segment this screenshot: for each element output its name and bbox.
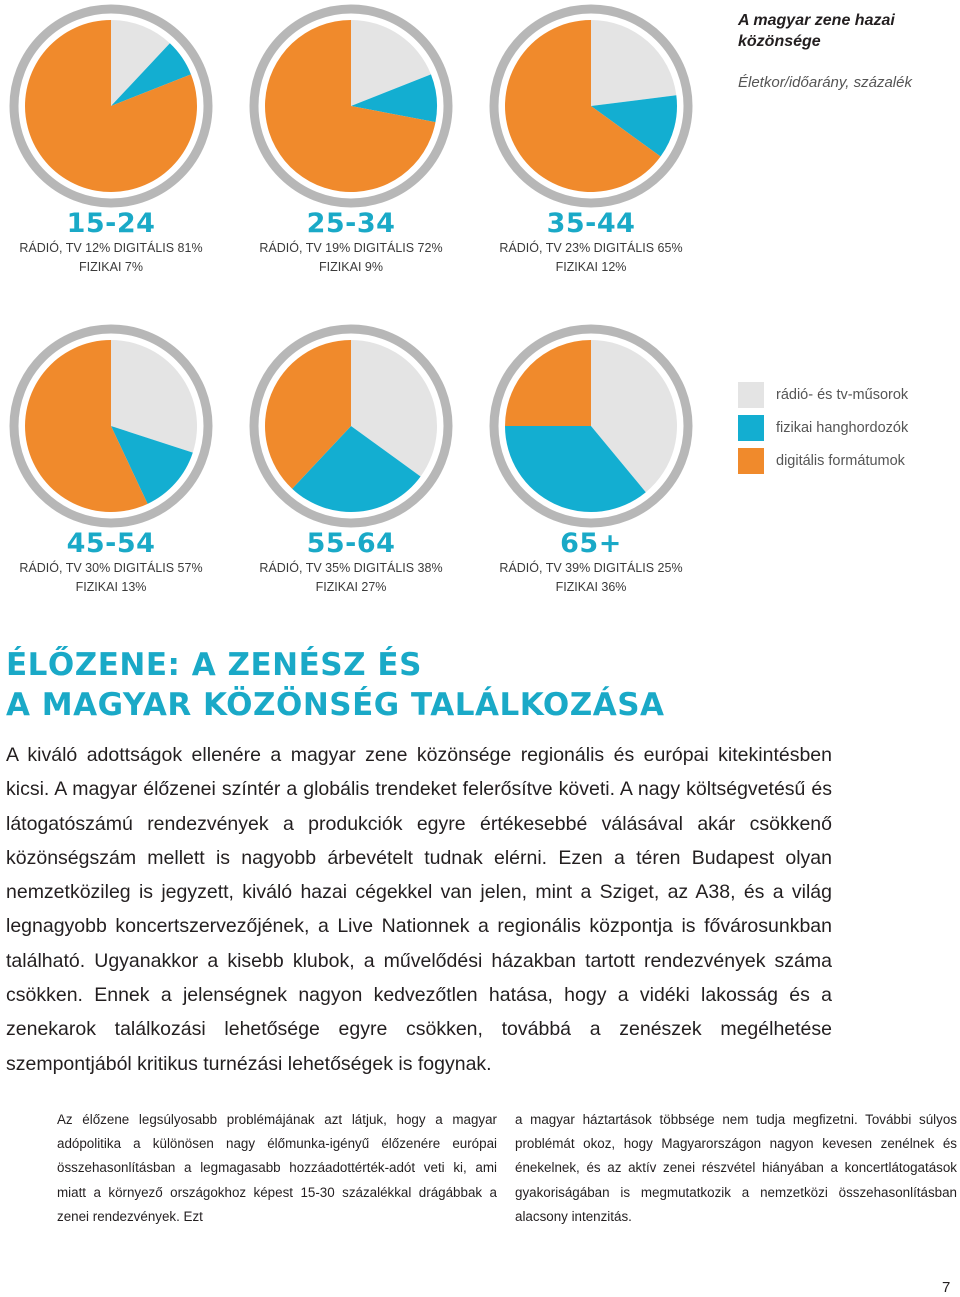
legend-item-fizikai [738,411,958,444]
pie-stats-line-1: RÁDIÓ, TV 35% DIGITÁLIS 38% [259,561,443,575]
pie-stats-line-1: RÁDIÓ, TV 19% DIGITÁLIS 72% [259,241,443,255]
pie-chart-55-64 [248,323,454,529]
legend-swatch [738,448,764,474]
legend-swatch [738,415,764,441]
pie-stats-line-1: RÁDIÓ, TV 39% DIGITÁLIS 25% [499,561,683,575]
pie-chart-15-24 [8,3,214,209]
pie-stats-line-2: FIZIKAI 13% [75,580,147,594]
pie-stats-line-1: RÁDIÓ, TV 23% DIGITÁLIS 65% [499,241,683,255]
body-paragraph: A kiváló adottságok ellenére a magyar zene közönsége regionális és európai kitekintésben kicsi. A magyar élőzenei színtér a globális trendeket felerősítve követi. A nagy költségvetésű és látogatószámú rendezvények a produkciók egyre értékesebbé válásával akár csökkenő közönségszám mellett is nagyobb árbevételt tudnak elérni. Ezen a téren Budapest olyan nemzetközileg is jegyzett, kiváló hazai cégekkel van jelen, mint a Sziget, az A38, és a világ legnagyobb koncertszervezőjének, a Live Nationnek a regionális központja is fővárosunkban található. Ugyanakkor a kisebb klubok, a művelődési házakban tartott rendezvények száma csökken. Ennek a jelenségnek nagyon kedvezőtlen hatása, hogy a vidéki lakosság és a zenekarok találkozási lehetősége egyre csökken, továbbá a zenészek megélhetése szempontjából kritikus turnézási lehetőségek is fogynak. [6,744,832,1075]
pie-block-55-64 [231,323,471,597]
pie-age-label: 65+ [560,528,622,559]
section-heading-line-2: A MAGYAR KÖZÖNSÉG TALÁLKOZÁSA [6,687,665,723]
pie-age-label: 45-54 [66,528,156,559]
pie-age-label: 55-64 [306,528,396,559]
pie-age-label: 25-34 [306,208,396,239]
pie-age-label: 35-44 [546,208,636,239]
legend-swatch [738,382,764,408]
digitalis-slice [505,340,591,426]
chart-legend [738,378,958,477]
pie-stats-line-2: FIZIKAI 7% [79,260,143,274]
pie-block-65-plus [471,323,711,597]
pie-block-45-54 [0,323,231,597]
pie-stats-line-2: FIZIKAI 9% [319,260,383,274]
legend-label: rádió- és tv-műsorok [776,386,909,403]
pie-block-25-34 [231,3,471,277]
pie-stats-line-1: RÁDIÓ, TV 30% DIGITÁLIS 57% [19,561,203,575]
pie-stats-line-2: FIZIKAI 27% [315,580,387,594]
legend-item-digitalis [738,444,958,477]
legend-item-radio-tv [738,378,958,411]
legend-label: digitális formátumok [776,452,905,469]
pie-chart-35-44 [488,3,694,209]
pie-stats-line-1: RÁDIÓ, TV 12% DIGITÁLIS 81% [19,241,203,255]
pie-chart-25-34 [248,3,454,209]
section-heading [6,645,706,725]
column-right-text: a magyar háztartások többsége nem tudja megfizetni. További súlyos problémát okoz, hogy Magyarországon nagyon kevesen zenélnek és énekelnek, és az aktív zenei részvétel hiányában a koncertlátogatások gyakoriságában is megmutatkozik a nemzetközi összehasonlításban alacsony intenzitás. [515,1112,957,1224]
legend-label: fizikai hanghordozók [776,419,909,436]
pie-stats-line-2: FIZIKAI 36% [555,580,627,594]
pie-block-15-24 [0,3,231,277]
pie-chart-65-plus [488,323,694,529]
section-heading-line-1: ÉLŐZENE: A ZENÉSZ ÉS [6,647,422,683]
page-number: 7 [942,1279,951,1296]
pie-age-label: 15-24 [66,208,156,239]
pie-block-35-44 [471,3,711,277]
pie-stats-line-2: FIZIKAI 12% [555,260,627,274]
infographic-subtitle: Életkor/időarány, százalék [738,74,912,91]
radio-tv-slice [591,20,676,106]
infographic-title: A magyar zene hazai közönsége [738,12,895,50]
pie-chart-45-54 [8,323,214,529]
column-left-text: Az élőzene legsúlyosabb problémájának azt látjuk, hogy a magyar adópolitika a különösen nagy élőmunka-igényű élőzenére európai összehasonlításban a legmagasabb hozzáadottérték-adót veti ki, ami miatt a környező országokhoz képest 15-30 százalékkal drágábbak a zenei rendezvények. Ezt [57,1112,497,1224]
